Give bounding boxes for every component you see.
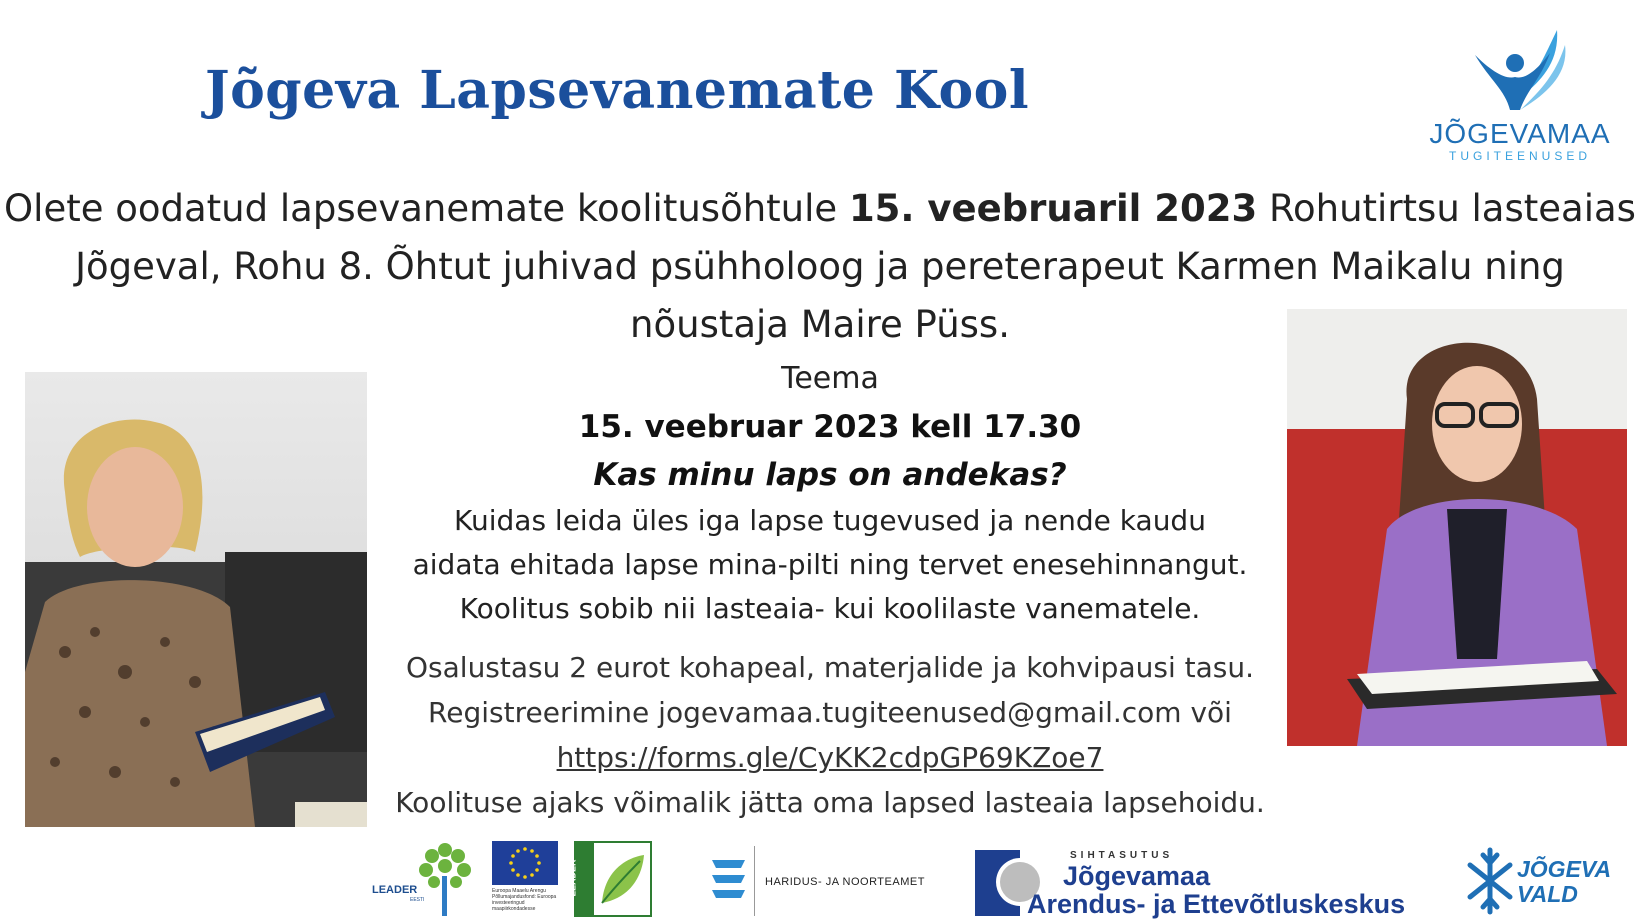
snowflake-icon	[1465, 845, 1515, 917]
photo-karmen-maikalu	[1287, 309, 1627, 746]
page-title: Jõgeva Lapsevanemate Kool	[205, 60, 1030, 121]
event-question: Kas minu laps on andekas?	[593, 457, 1067, 493]
jogevamaa-tugiteenused-logo	[1420, 25, 1620, 170]
leader-leaf-logo	[567, 841, 652, 917]
photo-maire-puss	[25, 372, 367, 827]
leader-text: LEADER	[372, 884, 418, 896]
jaek-logo	[975, 848, 1415, 918]
vald-line1: JÕGEVA	[1517, 856, 1612, 882]
event-details	[380, 355, 1280, 825]
description-line: aidata ehitada lapse mina-pilti ning tervet enesehinnangut.	[412, 548, 1248, 581]
leader-vertical-text: LEADER	[567, 859, 578, 897]
childcare-text: Koolituse ajaks võimalik jätta oma lapsed lasteaia lapsehoidu.	[395, 786, 1265, 819]
intro-part2: Rohutirtsu lasteaias Jõgeval, Rohu 8. Õhtut juhivad psühholoog ja pereterapeut Karmen Maikalu ning nõustaja Maire Püss.	[75, 187, 1636, 346]
harno-text: HARIDUS- JA NOORTEAMET	[765, 876, 925, 888]
jaek-subtitle: SIHTASUTUS	[1070, 850, 1174, 861]
vald-text	[1517, 857, 1611, 907]
jaek-line1: Jõgevamaa	[1063, 861, 1211, 891]
intro-part1: Olete oodatud lapsevanemate koolitusõhtule	[4, 187, 849, 230]
person-wing-icon	[1465, 25, 1575, 115]
eu-flag-logo	[492, 841, 558, 885]
intro-date: 15. veebruaril 2023	[848, 187, 1258, 230]
eu-stars-icon	[492, 841, 558, 885]
leader-small-text: EESTI	[410, 897, 425, 903]
estonian-lions-icon	[707, 854, 752, 909]
eu-fund-text: Euroopa Maaelu Arengu Põllumajandusfond: Euroopa investeeringud maapiirkondadesse	[492, 888, 557, 912]
theme-label: Teema	[781, 361, 879, 396]
description-line: Kuidas leida üles iga lapse tugevused ja nende kaudu	[454, 504, 1206, 537]
event-datetime: 15. veebruar 2023 kell 17.30	[578, 409, 1082, 445]
jaek-line2: Arendus- ja Ettevõtluskeskus	[1027, 889, 1406, 919]
logo-name: JÕGEVAMAA	[1429, 118, 1611, 149]
info-block	[380, 645, 1280, 825]
vald-line2: VALD	[1517, 881, 1578, 907]
description-line: Koolitus sobib nii lasteaia- kui koolilaste vanematele.	[459, 592, 1201, 625]
harno-logo	[707, 846, 925, 918]
tree-icon	[370, 838, 478, 918]
leader-eesti-logo	[370, 838, 478, 918]
fee-text: Osalustasu 2 eurot kohapeal, materjalide ja kohvipausi tasu.	[406, 651, 1254, 684]
logo-subtitle: TUGITEENUSED	[1448, 149, 1591, 163]
leaf-icon	[594, 843, 650, 915]
jogeva-vald-logo	[1465, 845, 1612, 917]
registration-text: Registreerimine jogevamaa.tugiteenused@gmail.com või	[428, 696, 1232, 729]
registration-link[interactable]: https://forms.gle/CyKK2cdpGP69KZoe7	[556, 741, 1104, 774]
